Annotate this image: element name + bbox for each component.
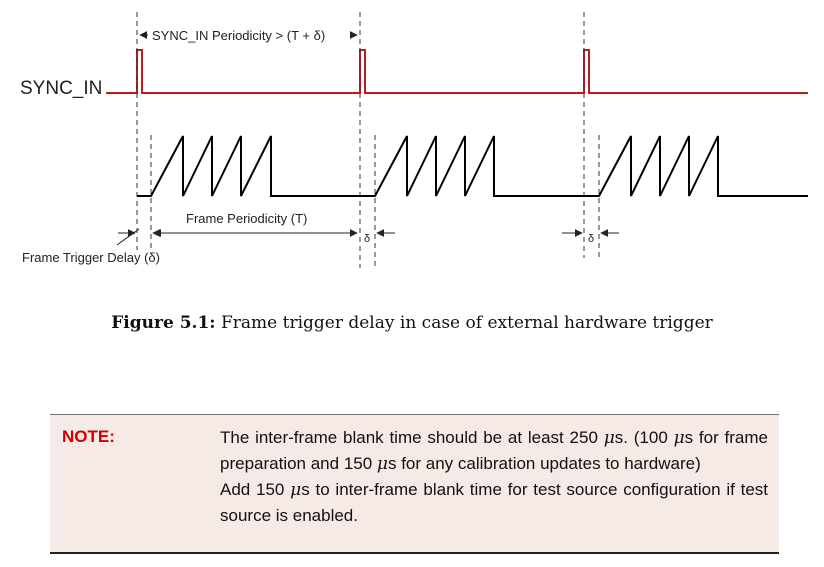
note-body xyxy=(220,425,768,528)
delay-label: Frame Trigger Delay (δ) xyxy=(22,250,160,265)
figure-caption-text: Frame trigger delay in case of external hardware trigger xyxy=(220,313,713,333)
sync-in-waveform xyxy=(106,50,808,93)
note-box xyxy=(50,414,779,554)
frame-waveform xyxy=(137,136,808,196)
sync-period-label: SYNC_IN Periodicity > (T + δ) xyxy=(152,28,326,43)
delta-arrows-first xyxy=(117,229,168,245)
dashed-markers xyxy=(137,12,599,268)
figure-caption-label: Figure 5.1: xyxy=(111,313,216,333)
frame-period-label: Frame Periodicity (T) xyxy=(186,211,308,226)
figure-caption xyxy=(0,313,824,333)
note-label: NOTE: xyxy=(62,427,115,446)
delta-symbol-third: δ xyxy=(588,233,595,245)
note-paragraph-2: Add 150 μs to inter-frame blank time for test source configuration if test source is enabled. xyxy=(220,480,768,525)
note-paragraph-1: The inter-frame blank time should be at least 250 μs. (100 μs for frame preparation and 150 μs for any calibration updates to hardware) xyxy=(220,428,768,474)
delta-symbol-second: δ xyxy=(364,233,371,245)
sync-in-label: SYNC_IN xyxy=(20,78,103,99)
